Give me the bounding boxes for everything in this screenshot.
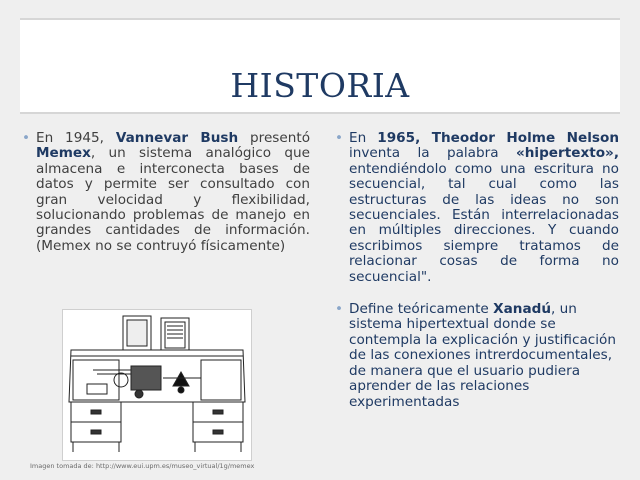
bullet-dot-icon: • <box>335 301 344 318</box>
text-segment: , un sistema analógico que almacena e interconecta bases de datos y permite ser consultado con gran velocidad y flexibilidad, solucionando problemas de manejo en grandes cantidades de información. (Memex no se contruyó físicamente) <box>36 145 310 254</box>
image-caption: Imagen tomada de: http://www.eui.upm.es/museo_virtual/1g/memex <box>30 462 255 470</box>
text-segment: , un sistema hipertextual donde se contempla la explicación y justificación de las conexiones intrerdocumentales, de manera que el usuario pudiera aprender de las relaciones experimentadas <box>349 301 616 410</box>
emphasis-hipertexto: «hipertexto», <box>515 145 619 162</box>
emphasis-xanadu: Xanadú <box>493 301 552 318</box>
right-column <box>335 131 619 410</box>
emphasis-vannevar-bush: Vannevar Bush <box>115 130 239 146</box>
bullet-xanadu <box>335 302 619 410</box>
bullet-dot-icon: • <box>22 130 31 146</box>
memex-illustration <box>62 309 252 461</box>
text-segment: inventa la palabra <box>349 145 516 162</box>
title-banner <box>20 18 620 114</box>
text-segment: entendiéndolo como una escritura no secuencial, tal cual como las estructuras de las ideas no son secuenciales. Están interrelacionadas en múltiples direcciones. Y cuando escribimos siempre tratamos de relacionar cosas de forma no secuencial". <box>349 160 619 285</box>
text-segment: presentó <box>238 130 311 146</box>
spacer <box>335 285 619 302</box>
memex-desk-drawing <box>63 310 251 460</box>
text-segment: Define teóricamente <box>349 301 494 318</box>
bullet-memex <box>22 131 310 254</box>
emphasis-nelson: 1965, Theodor Holme Nelson <box>377 130 619 146</box>
emphasis-memex: Memex <box>36 145 91 162</box>
text-segment: En 1945, <box>36 130 116 146</box>
left-column <box>22 131 310 254</box>
text-segment: En <box>349 130 378 146</box>
slide-title: HISTORIA <box>230 66 410 105</box>
bullet-dot-icon: • <box>335 130 344 146</box>
bullet-hipertexto <box>335 131 619 285</box>
